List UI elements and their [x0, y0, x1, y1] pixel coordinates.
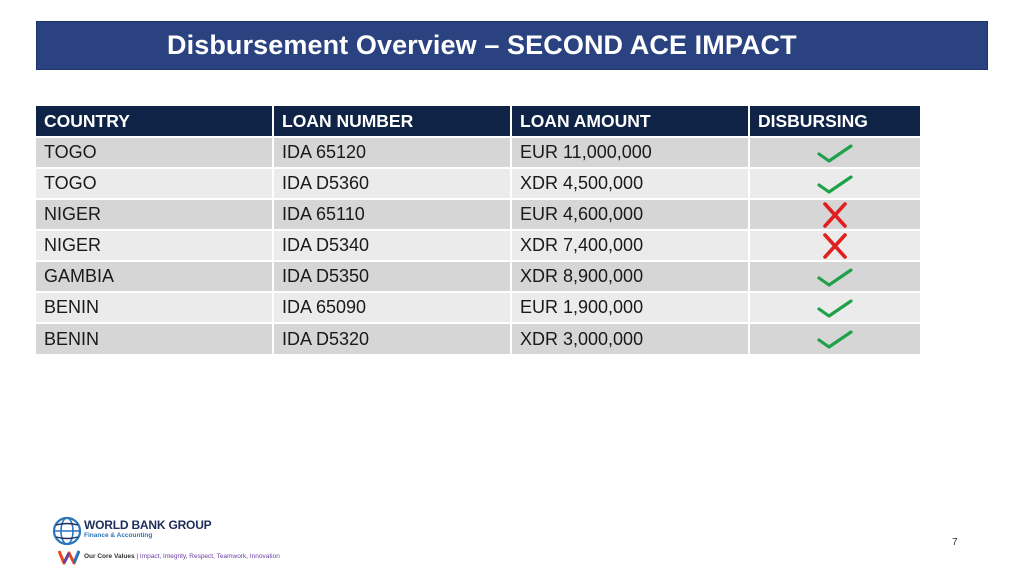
cell-loan-number: IDA 65120	[273, 137, 511, 168]
cell-loan-amount: EUR 11,000,000	[511, 137, 749, 168]
core-values-line: Our Core Values | Impact, Integrity, Respect, Teamwork, Innovation	[84, 553, 280, 560]
globe-icon	[52, 516, 82, 546]
header-loan-number: LOAN NUMBER	[273, 106, 511, 137]
check-icon	[815, 140, 855, 166]
core-values-label: Our Core Values	[84, 553, 135, 560]
world-bank-group-logo	[52, 514, 312, 566]
cell-disbursing	[749, 199, 920, 230]
cell-disbursing	[749, 292, 920, 323]
table-header-row	[36, 106, 920, 137]
check-icon	[815, 326, 855, 352]
cell-loan-number: IDA D5340	[273, 230, 511, 261]
cell-country: TOGO	[36, 137, 273, 168]
header-disbursing: DISBURSING	[749, 106, 920, 137]
table-row	[36, 261, 920, 292]
cell-loan-amount: XDR 8,900,000	[511, 261, 749, 292]
table-row	[36, 230, 920, 261]
cell-loan-number: IDA 65090	[273, 292, 511, 323]
header-country: COUNTRY	[36, 106, 273, 137]
header-loan-amount: LOAN AMOUNT	[511, 106, 749, 137]
core-values-list: Impact, Integrity, Respect, Teamwork, Innovation	[139, 553, 280, 560]
table-row	[36, 292, 920, 323]
check-icon	[815, 264, 855, 290]
cell-loan-amount: XDR 7,400,000	[511, 230, 749, 261]
table-row	[36, 168, 920, 199]
check-icon	[815, 171, 855, 197]
cell-loan-amount: XDR 3,000,000	[511, 323, 749, 354]
cell-country: NIGER	[36, 199, 273, 230]
slide-title: Disbursement Overview – SECOND ACE IMPACT	[167, 30, 797, 60]
logo-title: WORLD BANK GROUP	[84, 518, 212, 532]
cell-country: NIGER	[36, 230, 273, 261]
title-bar	[36, 21, 988, 70]
core-values-icon	[58, 549, 80, 565]
cell-country: GAMBIA	[36, 261, 273, 292]
table-row	[36, 137, 920, 168]
cross-icon	[815, 202, 855, 228]
cell-loan-number: IDA D5360	[273, 168, 511, 199]
cell-disbursing	[749, 137, 920, 168]
disbursement-table	[36, 106, 920, 354]
cross-icon	[815, 233, 855, 259]
cell-loan-amount: XDR 4,500,000	[511, 168, 749, 199]
cell-country: TOGO	[36, 168, 273, 199]
table-row	[36, 199, 920, 230]
page-number: 7	[952, 537, 958, 548]
cell-country: BENIN	[36, 323, 273, 354]
check-icon	[815, 295, 855, 321]
cell-disbursing	[749, 168, 920, 199]
cell-loan-number: IDA D5350	[273, 261, 511, 292]
cell-disbursing	[749, 323, 920, 354]
cell-loan-amount: EUR 4,600,000	[511, 199, 749, 230]
cell-loan-number: IDA D5320	[273, 323, 511, 354]
cell-country: BENIN	[36, 292, 273, 323]
logo-subtitle: Finance & Accounting	[84, 532, 153, 539]
table-row	[36, 323, 920, 354]
cell-loan-number: IDA 65110	[273, 199, 511, 230]
cell-disbursing	[749, 261, 920, 292]
cell-disbursing	[749, 230, 920, 261]
cell-loan-amount: EUR 1,900,000	[511, 292, 749, 323]
